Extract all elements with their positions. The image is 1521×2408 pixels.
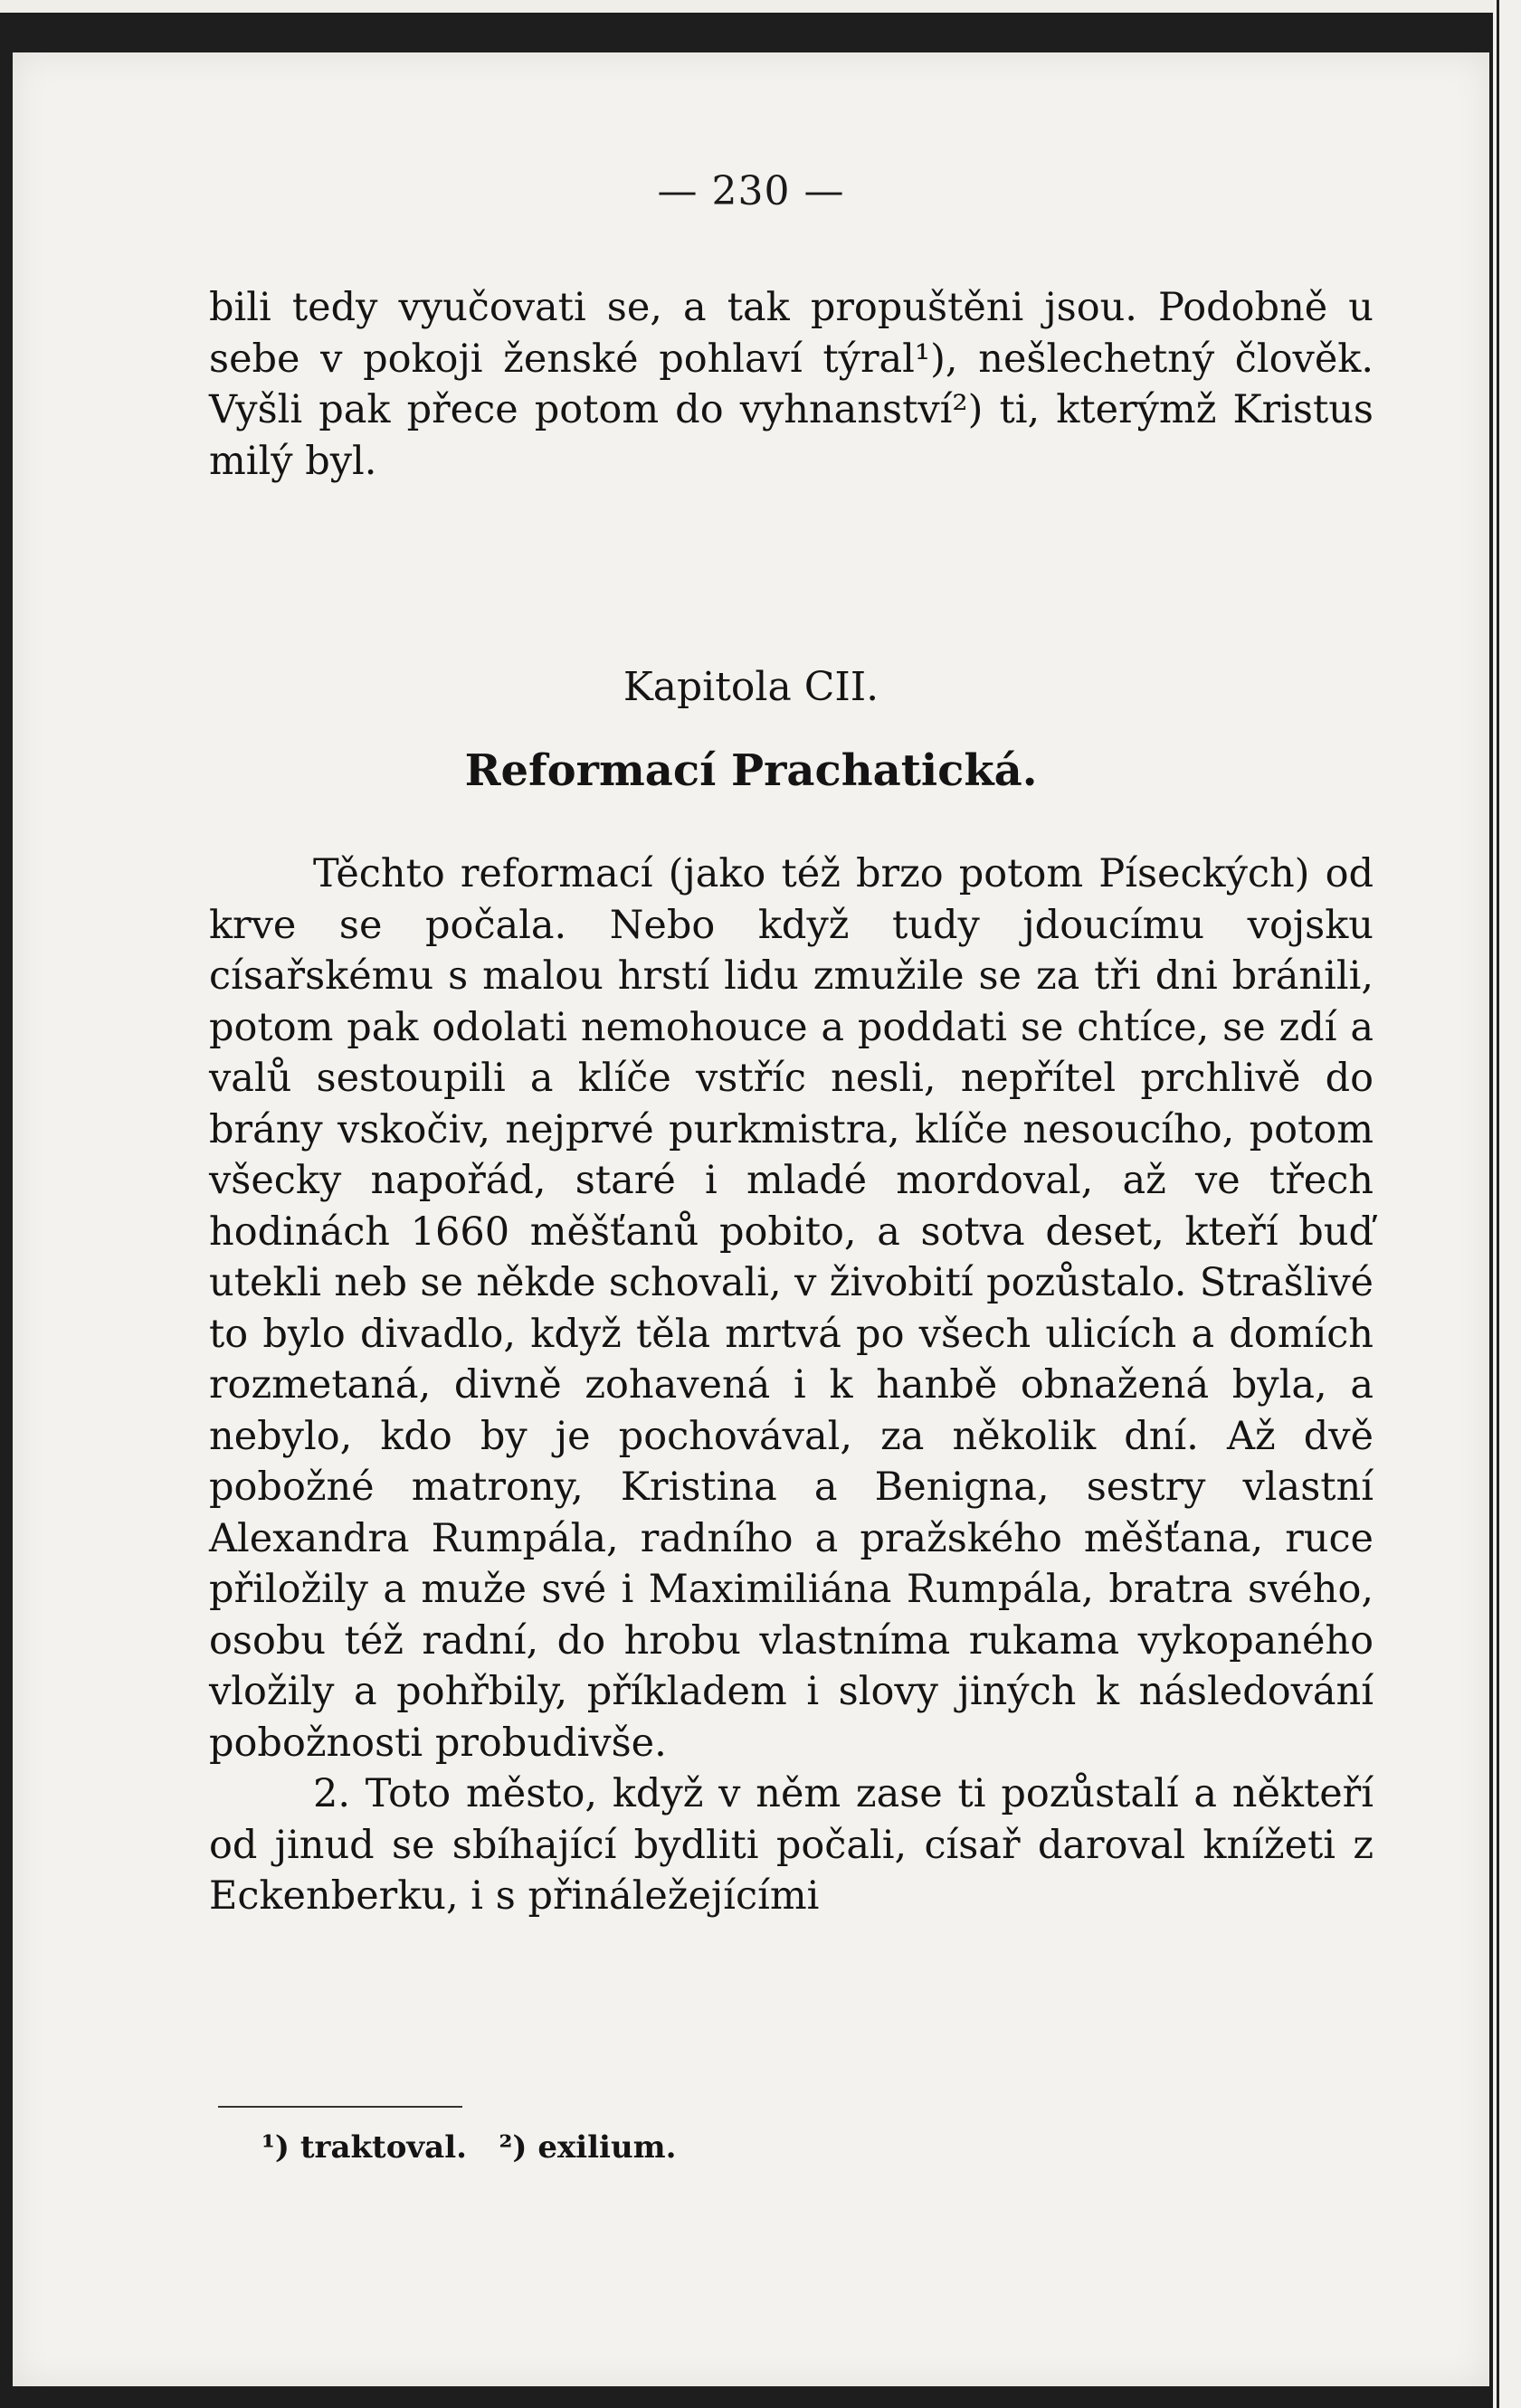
footnote-2-text: exilium. [537,2129,677,2166]
scan-right-edge [1493,0,1521,2408]
footnote-1-mark: ¹) [261,2129,290,2166]
chapter-body [209,848,1374,1922]
paragraph-2: 2. Toto město, když v něm zase ti pozůstalí a někteří od jinud se sbíhající bydliti počali, císař daroval knížeti z Eckenberku, i s přináležejícími [209,1771,1374,1919]
footnote-1-text: traktoval. [299,2129,467,2166]
intro-paragraph [209,282,1374,487]
binding-edge-line [1497,0,1499,2408]
chapter-label: Kapitola CII. [623,664,879,710]
intro-line-2: ¹), nešlechetný člověk. Vyšli pak přece potom do vyhnanství [209,336,1374,432]
chapter-title: Reformací Prachatická. [464,745,1038,796]
scan-top-edge [0,0,1521,13]
paragraph-1: Těchto reformací (jako též brzo potom Píseckých) od krve se počala. Nebo když tudy jdoucímu vojsku císařskému s malou hrstí lidu zmužile se za tři dni bránili, potom pak odolati nemohouce a poddati se chtíce, se zdí a valů sestoupili a klíče vstříc nesli, nepřítel prchlivě do brány vskočiv, nejprvé purkmistra, klíče nesoucího, potom všecky napořád, staré i mladé mordoval, až ve třech hodinách 1660 měšťanů pobito, a sotva deset, kteří buď utekli neb se někde schovali, v živobití pozůstalo. Strašlivé to bylo divadlo, když těla mrtvá po všech ulicích a domích rozmetaná, divně zohavená i k hanbě obnažená byla, a nebylo, kdo by je pochovával, za několik dní. Až dvě pobožné matrony, Kristina a Benigna, sestry vlastní Alexandra Rumpála, radního a pražského měšťana, ruce přiložily a muže své i Maximiliána Rumpála, bratra svého, osobu též radní, do hrobu vlastníma rukama vykopaného vložily a pohřbily, příkladem i slovy jiných k následování pobožnosti probudivše. [209,851,1374,1766]
footnote-divider [218,2106,462,2108]
intro-line-3: ²) ti, kterýmž Kristus milý byl. [209,387,1374,484]
footnotes [261,2129,677,2166]
footnote-2-mark: ²) [499,2129,528,2166]
page-number: — 230 — [657,168,845,214]
book-page [13,52,1489,2386]
intro-line-1: bili tedy vyučovati se, a tak propuštěni jsou. Podobně u sebe v pokoji ženské pohlaví týral [209,285,1374,382]
